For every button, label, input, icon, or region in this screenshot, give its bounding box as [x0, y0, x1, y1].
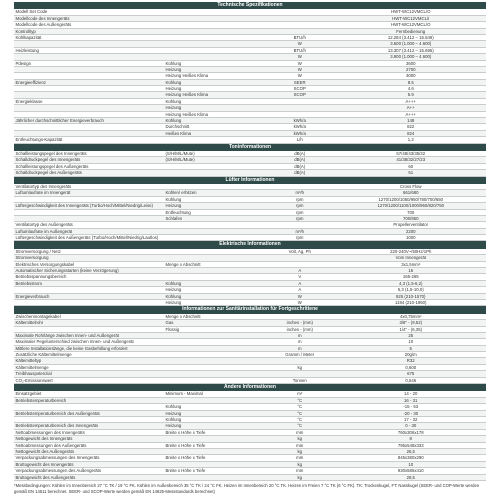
spec-value: Cross Flow: [400, 183, 422, 189]
spec-label: Luftumlaufrate im Innengerät: [15, 190, 71, 196]
spec-unit: [264, 314, 334, 319]
spec-value: 1270/1200/1100/1000/950/820/750: [377, 203, 445, 209]
spec-value: 700/850: [402, 215, 419, 221]
spec-value: 148: [407, 118, 415, 124]
spec-label: [14, 404, 164, 409]
spec-value: 1194 (210-1950): [395, 299, 427, 305]
spec-condition: Heizung: [165, 105, 182, 111]
spec-label: Treibhauspotenzial: [15, 371, 52, 377]
spec-unit: [264, 371, 334, 376]
spec-condition: Heizung Heißes Klima: [165, 73, 209, 79]
spec-condition: Kühlung: [165, 79, 182, 85]
spec-unit: W: [297, 66, 302, 72]
spec-label: Schalldruckpegel des Außengeräts: [15, 170, 82, 176]
spec-label: Modellcode des Außengeräts: [15, 22, 72, 28]
spec-value: 60: [408, 163, 414, 169]
spec-unit: m²: [297, 391, 303, 397]
spec-label: [14, 41, 164, 46]
spec-condition: Heizung: [165, 410, 182, 416]
spec-label: Entfeuchtungs-Kapazität: [15, 137, 63, 143]
spec-value: A+++: [405, 98, 416, 104]
spec-unit: dB(A): [294, 170, 306, 176]
spec-condition: [164, 29, 264, 34]
spec-value: 1270/1200/1050/950/780/700/650: [378, 196, 444, 202]
spec-unit: °C: [297, 423, 303, 429]
spec-condition: [164, 137, 264, 142]
spec-value: 10: [408, 461, 414, 467]
spec-unit: kWh/a: [293, 124, 306, 130]
spec-value: 675: [407, 371, 415, 377]
spec-unit: kWh/a: [293, 130, 306, 136]
section-header: Lüfter Informationen: [14, 177, 486, 184]
spec-value: Fernbedienung: [396, 28, 426, 34]
spec-value: 5.9: [407, 92, 414, 98]
spec-unit: L/h: [296, 137, 303, 143]
footnote: *Messbedingungen: Kühlen im Innenbereich 27 °C TK / 19 °C FK. Kühlen im Außenbereich 35 °C TK / 24 °C FK. Heizen im Innenbereich 20 °C TK. Heizen im Freien 7 °C TK (6 °C FK). TK: Trockenkugel, FT: Nasskugel (SEER- und COP-Werte werden gemäß EN 14511 berechnet. SEER- und SCOP-Werte werden gemäß EN 14825-Messstandards berechnet): [14, 482, 480, 494]
spec-condition: [164, 9, 264, 14]
spec-value: 57/48/43/35/32: [396, 150, 426, 156]
spec-unit: dB(A): [294, 157, 306, 163]
spec-condition: Heizung: [165, 299, 182, 305]
spec-value: 165-265: [402, 274, 419, 280]
spec-unit: m: [297, 339, 302, 345]
spec-label: [14, 54, 164, 59]
spec-unit: m³/h: [295, 228, 305, 234]
spec-value: 4x0,75mm²: [400, 313, 422, 319]
spec-condition: (S/H/M/L/Mute): [165, 150, 195, 156]
spec-label: Bruttogewicht des Innengeräts: [15, 461, 74, 467]
spec-condition: Durchschnitt: [165, 124, 190, 130]
spec-value: 12.284 (3.412 – 15.649): [387, 34, 434, 40]
spec-unit: [264, 358, 334, 363]
spec-value: 4.6: [407, 86, 414, 92]
spec-unit: [264, 184, 334, 189]
spec-value: A+++: [405, 111, 416, 117]
spec-condition: [164, 333, 264, 338]
spec-label: Zusätzliche Kältemittelmenge: [15, 352, 72, 358]
spec-unit: kWh/a: [293, 118, 306, 124]
spec-condition: [164, 346, 264, 351]
spec-label: Kältemittelmenge: [15, 364, 49, 370]
section-header: Andere Informationen: [14, 384, 486, 391]
spec-value: 220-240V~/50Hz/1Ph: [390, 248, 432, 254]
spec-unit: °C: [297, 417, 303, 422]
spec-condition: Gas: [165, 320, 174, 326]
spec-unit: m: [297, 332, 302, 338]
spec-unit: A: [298, 287, 302, 293]
spec-condition: Minimum - Maximal: [165, 391, 203, 397]
spec-value: 822: [407, 124, 415, 130]
spec-label: Schalldruckpegel des Innengeräts: [15, 157, 81, 163]
spec-condition: [164, 436, 264, 441]
spec-unit: °C: [297, 410, 303, 416]
spec-condition: Heizung: [165, 287, 182, 293]
spec-label: Pdesign: [15, 60, 32, 66]
spec-unit: dB(A): [294, 163, 306, 169]
spec-value: 824: [407, 130, 415, 136]
spec-unit: kg: [297, 461, 303, 467]
spec-value: R32: [406, 358, 415, 364]
spec-unit: rpm: [296, 203, 304, 209]
spec-label: Energieverbrauch: [15, 293, 50, 299]
spec-value: 700: [407, 209, 415, 215]
spec-condition: [164, 475, 264, 480]
spec-condition: [164, 164, 264, 169]
spec-label: [14, 327, 164, 332]
spec-condition: Heizung: [165, 66, 182, 72]
section-header: Technische Spezifikationen: [14, 2, 486, 9]
spec-condition: [164, 48, 264, 53]
spec-label: Nettogewicht des Innengeräts: [15, 436, 73, 442]
spec-condition: Breite x Höhe x Tiefe: [165, 429, 206, 435]
spec-value: 10: [408, 339, 414, 345]
spec-value: 3600: [405, 60, 416, 66]
spec-label: Nettogewicht des Außengeräts: [15, 448, 75, 454]
section-header: Informationen zur Sanitärinstallation für Fortgeschrittene: [14, 306, 486, 313]
spec-label: Lüftergeschwindigkeit des Außengeräts (Turbo/Hoch/Mittel/Niedrig/Lautlos): [15, 235, 159, 241]
spec-condition: [164, 339, 264, 344]
spec-unit: V: [298, 274, 302, 280]
spec-label: Kontrolltyp: [15, 28, 36, 34]
spec-value: 760x306x178: [397, 429, 424, 435]
spec-value: 13.307 (3.412 – 15.695): [387, 47, 434, 53]
spec-value: 1,2: [407, 137, 414, 143]
spec-label: Energieeffizienz: [15, 79, 46, 85]
spec-label: Verpackungsabmessungen des Außengeräts: [15, 468, 102, 474]
spec-label: Ventilatortyp des Außengeräts: [15, 222, 73, 228]
spec-label: [14, 300, 164, 305]
spec-value: 845x380x290: [397, 455, 424, 461]
spec-label: Schallleistungspegel des Innengeräts: [15, 150, 87, 156]
spec-label: Lüftergeschwindigkeit des Innengeräts (Turbo/Hoch/Mittel/Niedrig/Leise): [15, 203, 153, 209]
spec-unit: mm: [296, 442, 304, 448]
spec-condition: [164, 378, 264, 383]
spec-condition: [164, 16, 264, 21]
spec-unit: [264, 16, 334, 21]
spec-condition: Heizung: [165, 86, 182, 92]
spec-condition: [164, 352, 264, 357]
spec-unit: [264, 9, 334, 14]
spec-unit: kg: [297, 436, 303, 442]
spec-label: [14, 92, 164, 97]
spec-unit: [264, 222, 334, 227]
spec-unit: [264, 262, 334, 267]
spec-condition: Breite x Höhe x Tiefe: [165, 455, 206, 461]
spec-value: -15 - 53: [403, 404, 419, 410]
spec-label: Ventilatortyp des Innengeräts: [15, 183, 72, 189]
spec-condition: Heizung Heißes Klima: [165, 111, 209, 117]
section-header: Toninformationen: [14, 144, 486, 151]
spec-unit: kg: [297, 364, 303, 370]
spec-value: 5,3 (1,5-10,0): [397, 287, 424, 293]
spec-value: 20g/m: [404, 352, 417, 358]
spec-unit: SCOP: [293, 92, 306, 98]
spec-value: -20 - 30: [403, 410, 419, 416]
spec-value: 1000: [405, 235, 416, 241]
spec-condition: Heizung: [165, 423, 182, 429]
spec-value: 930x585x410: [397, 468, 424, 474]
spec-label: Modell Set Code: [15, 9, 48, 15]
spec-unit: m³/h: [295, 190, 305, 196]
spec-label: [14, 73, 164, 78]
spec-unit: [264, 99, 334, 104]
spec-value: 51: [408, 170, 414, 176]
spec-value: 8.5: [407, 79, 414, 85]
spec-condition: Schlafen: [165, 215, 183, 221]
spec-unit: [264, 22, 334, 27]
spec-label: Nettoabmessungen des Innengeräts: [15, 429, 85, 435]
spec-label: Energieklasse: [15, 98, 43, 104]
spec-label: [14, 417, 164, 422]
spec-unit: W: [297, 41, 302, 47]
spec-label: CO₂-Emissionswert: [15, 377, 53, 383]
spec-label: Modellcode des Innengeräts: [15, 15, 70, 21]
spec-value: 3000: [405, 73, 416, 79]
spec-label: Bruttogewicht des Außengeräts: [15, 474, 76, 480]
spec-condition: Breite x Höhe x Tiefe: [165, 468, 206, 474]
spec-condition: [164, 255, 264, 260]
spec-condition: [164, 170, 264, 175]
spec-label: [14, 197, 164, 202]
spec-document: [14, 2, 486, 494]
spec-label: Zwischenmontagekabel: [15, 313, 61, 319]
spec-unit: SEER: [293, 79, 306, 85]
spec-label: Betriebsstrom: [15, 280, 43, 286]
spec-value: 795x548x333: [397, 442, 424, 448]
spec-unit: W: [297, 60, 302, 66]
spec-unit: dB(A): [294, 150, 306, 156]
spec-condition: [164, 398, 264, 403]
spec-unit: BTU/h: [293, 34, 306, 40]
spec-label: Stromversorgung: [15, 255, 49, 261]
spec-label: Nettoabmessungen des Außengeräts: [15, 442, 87, 448]
spec-condition: Kühlung: [165, 293, 182, 299]
spec-condition: [164, 229, 264, 234]
spec-unit: W: [297, 54, 302, 60]
spec-label: Jährlicher durchschnittlicher Energieverbrauch: [15, 118, 104, 124]
spec-unit: Volt, Ag, Ph: [288, 248, 311, 254]
spec-condition: [164, 249, 264, 254]
spec-unit: inches - (mm): [286, 320, 313, 326]
spec-value: 0 - 30: [405, 423, 417, 429]
spec-value: 26,5: [406, 448, 415, 454]
spec-value: 25: [408, 332, 414, 338]
spec-condition: Flüssig: [165, 326, 180, 332]
spec-label: Stromversorgung / Netz: [15, 248, 61, 254]
spec-unit: BTU/h: [293, 47, 306, 53]
spec-unit: rpm: [296, 209, 304, 215]
spec-condition: Kühlung: [165, 98, 182, 104]
spec-label: Maximale Rohrlänge zwischen Innen- und Außengerät: [15, 332, 119, 338]
spec-unit: mm: [296, 468, 304, 474]
spec-unit: [264, 105, 334, 110]
spec-label: Luftumlaufrate im Außengerät: [15, 228, 73, 234]
spec-unit: mm: [296, 429, 304, 435]
spec-unit: SCOP: [293, 86, 306, 92]
spec-unit: W: [297, 299, 302, 305]
spec-unit: [264, 112, 334, 117]
spec-value: HWT-WC12VMCL/O: [391, 9, 431, 15]
spec-unit: rpm: [296, 196, 304, 202]
spec-condition: Kühlung: [165, 118, 182, 124]
spec-condition: [164, 41, 264, 46]
spec-value: A++: [406, 105, 415, 111]
spec-label: [14, 131, 164, 136]
spec-label: Kältemitteltyp: [15, 358, 42, 364]
spec-label: [14, 105, 164, 110]
spec-unit: °C: [297, 404, 303, 410]
spec-condition: Kühlung: [165, 60, 182, 66]
spec-value: 16: [408, 268, 414, 274]
spec-value: 16 - 31: [404, 397, 418, 403]
spec-condition: [164, 274, 264, 279]
spec-condition: [164, 462, 264, 467]
spec-label: [14, 216, 164, 221]
spec-value: 925 (210-1570): [396, 293, 426, 299]
spec-condition: Menge x Abschnitt: [165, 313, 201, 319]
spec-value: HWT-WC12VMCL/O: [391, 22, 431, 28]
spec-condition: [164, 54, 264, 59]
spec-condition: [164, 371, 264, 376]
spec-condition: Breite x Höhe x Tiefe: [165, 442, 206, 448]
spec-unit: rpm: [296, 235, 304, 241]
spec-label: Automatischer Sicherungsstarten (keine Verzögerung): [15, 268, 119, 274]
spec-unit: mm: [296, 455, 304, 461]
spec-value: 4,3 (1,5-6,2): [399, 280, 423, 286]
spec-label: Mittlere Installationslänge, die keine Gasbefüllung erfordert: [15, 345, 128, 351]
spec-condition: Kühlung: [165, 280, 182, 286]
spec-value: Vom Innengerät: [395, 255, 426, 261]
spec-label: [14, 287, 164, 292]
spec-condition: [164, 449, 264, 454]
spec-unit: kg: [297, 448, 303, 454]
spec-label: Betriebstemperaturbereich: [15, 397, 67, 403]
spec-label: Verpackungsabmessungen des Innengeräts: [15, 455, 100, 461]
spec-condition: [164, 268, 264, 273]
spec-condition: Kühlen/ erhitzen: [165, 190, 197, 196]
spec-unit: A: [298, 268, 302, 274]
spec-unit: °C: [297, 397, 303, 403]
spec-condition: [164, 235, 264, 240]
spec-label: [14, 210, 164, 215]
spec-unit: rpm: [296, 215, 304, 221]
spec-condition: Kühlung: [165, 417, 182, 422]
spec-label: Betriebstemperaturbereich des Innengeräts: [15, 423, 99, 429]
spec-value: 29,5: [406, 474, 415, 480]
spec-condition: Heizung: [165, 203, 182, 209]
spec-value: 17 - 32: [404, 417, 418, 422]
spec-label: Heizleistung: [15, 47, 39, 53]
spec-value: 41/38/32/27/23: [396, 157, 426, 163]
spec-condition: [164, 222, 264, 227]
spec-value: 1/4" - (6,35): [399, 326, 423, 332]
spec-condition: [164, 184, 264, 189]
spec-label: Kältemittelrohr: [15, 320, 44, 326]
spec-condition: [164, 365, 264, 370]
spec-value: 14 - 20: [404, 391, 418, 397]
spec-condition: Kühlung: [165, 196, 182, 202]
spec-label: Elektrisches Versorgungskabel: [15, 261, 75, 267]
spec-unit: kg: [297, 474, 303, 480]
spec-label: Betriebsspannungsbereich: [15, 274, 67, 280]
spec-unit: m: [297, 345, 302, 351]
spec-condition: Kühlung: [165, 404, 182, 410]
spec-condition: [164, 22, 264, 27]
spec-label: Kühlkapazität: [15, 34, 42, 40]
spec-unit: [264, 29, 334, 34]
spec-value: 3.600 (1.000 – 4.600): [390, 41, 432, 47]
spec-unit: A: [298, 280, 302, 286]
spec-value: 5: [409, 345, 412, 351]
spec-unit: Gramm / Meter: [285, 352, 315, 358]
spec-value: HWT-WC12VMCL/I: [392, 15, 430, 21]
spec-unit: Tonnen: [292, 377, 307, 383]
section-header: Elektrische Informationen: [14, 241, 486, 248]
spec-value: 3.900 (1.000 – 4.600): [390, 54, 432, 60]
spec-unit: [264, 255, 334, 260]
spec-condition: [164, 358, 264, 363]
spec-value: 2700: [405, 66, 416, 72]
spec-value: Propellerventilator: [393, 222, 429, 228]
spec-label: Schallleistungspegel des Außengeräts: [15, 163, 89, 169]
spec-unit: inches - (mm): [286, 326, 313, 332]
spec-unit: W: [297, 293, 302, 299]
spec-label: [14, 112, 164, 117]
spec-value: 661/680: [402, 190, 419, 196]
spec-value: 2200: [405, 228, 416, 234]
spec-label: Maximaler Pegelunterschied zwischen Innen- und Außengerät: [15, 339, 134, 345]
spec-value: 0,546: [405, 377, 417, 383]
spec-label: Einsatzgebiet: [15, 391, 42, 397]
spec-value: 3x1,5mm²: [401, 261, 421, 267]
spec-value: 3/8" - (9,52): [399, 320, 423, 326]
spec-condition: Entfeuchtung: [165, 209, 191, 215]
spec-condition: Menge x Abschnitt: [165, 261, 201, 267]
spec-condition: [164, 35, 264, 40]
spec-unit: W: [297, 73, 302, 79]
spec-condition: (S/H/M/L/Mute): [165, 157, 195, 163]
spec-label: Betriebstemperaturbereich des Außengeräts: [15, 410, 100, 416]
spec-label: [14, 124, 164, 129]
spec-condition: Heizung Heißes Klima: [165, 92, 209, 98]
spec-condition: Heißes Klima: [165, 130, 192, 136]
spec-label: [14, 86, 164, 91]
spec-label: [14, 67, 164, 72]
spec-value: 8: [409, 436, 412, 442]
spec-value: 0,600: [405, 364, 417, 370]
